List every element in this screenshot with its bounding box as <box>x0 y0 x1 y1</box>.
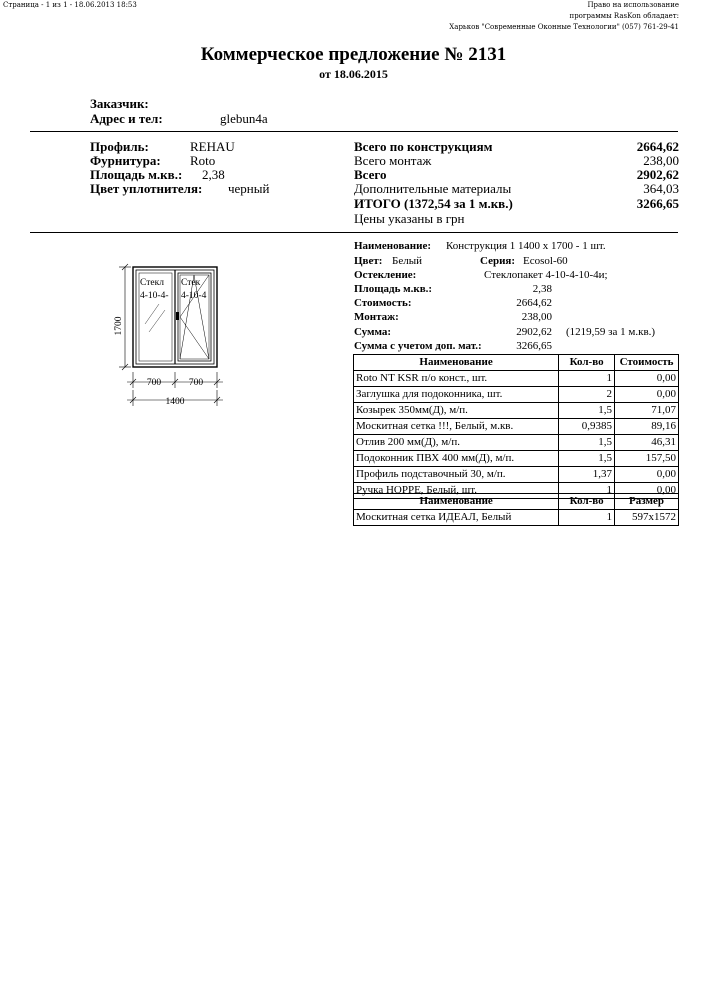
glazing-label: Остекление: <box>354 269 417 281</box>
table-row <box>354 387 679 403</box>
item-qty: 1 <box>559 510 615 526</box>
table-row <box>354 451 679 467</box>
item-name: Москитная сетка ИДЕАЛ, Белый <box>354 510 559 526</box>
series-label: Серия: <box>480 255 516 267</box>
column-header-name: Наименование <box>354 494 559 510</box>
table-row <box>354 371 679 387</box>
address-value: glebun4a <box>220 111 268 126</box>
area-value: 2,38 <box>202 167 225 182</box>
address-label: Адрес и тел: <box>90 111 163 126</box>
seal-color-value: черный <box>228 181 270 196</box>
item-name: Заглушка для подоконника, шт. <box>354 387 559 403</box>
total-width-dimension: 1400 <box>165 397 185 407</box>
divider-top <box>30 131 678 132</box>
series-value: Ecosol-60 <box>523 255 568 267</box>
sum-label: Сумма: <box>354 326 392 338</box>
sum-per-m2: (1219,59 за 1 м.кв.) <box>566 326 656 338</box>
total-value: 2902,62 <box>636 167 679 182</box>
item-name: Подоконник ПВХ 400 мм(Д), м/п. <box>354 451 559 467</box>
construction-area-label: Площадь м.кв.: <box>354 283 433 295</box>
rights-line-1: Право на использование <box>587 1 679 9</box>
item-qty: 1,5 <box>559 403 615 419</box>
color-value: Белый <box>392 255 422 267</box>
table-row <box>354 419 679 435</box>
cost-label: Стоимость: <box>354 297 412 309</box>
item-cost: 0,00 <box>615 387 679 403</box>
left-pane-label-1: Стекл <box>140 278 164 288</box>
window-drawing <box>105 254 230 409</box>
sum-with-extras-label: Сумма с учетом доп. мат.: <box>354 340 482 352</box>
left-width-dimension: 700 <box>146 378 162 388</box>
item-cost: 71,07 <box>615 403 679 419</box>
construction-name-label: Наименование: <box>354 240 431 252</box>
column-header-size: Размер <box>615 494 679 510</box>
document-date: от 18.06.2015 <box>319 67 388 81</box>
cost-value: 2664,62 <box>516 297 552 309</box>
item-name: Отлив 200 мм(Д), м/п. <box>354 435 559 451</box>
item-qty: 1,37 <box>559 467 615 483</box>
extra-materials-value: 364,03 <box>643 181 679 196</box>
right-width-dimension: 700 <box>188 378 204 388</box>
fittings-value: Roto <box>190 153 216 168</box>
extra-materials-label: Дополнительные материалы <box>354 181 512 196</box>
item-name: Профиль подставочный 30, м/п. <box>354 467 559 483</box>
profile-label: Профиль: <box>90 139 149 154</box>
currency-note: Цены указаны в грн <box>354 211 465 226</box>
column-header-qty: Кол-во <box>559 494 615 510</box>
item-qty: 1,5 <box>559 435 615 451</box>
profile-value: REHAU <box>190 139 235 154</box>
left-pane-label-2: 4-10-4- <box>140 291 169 301</box>
table-header-row <box>354 494 679 510</box>
page-info: Страница - 1 из 1 - 18.06.2013 18:53 <box>3 1 137 9</box>
constructions-total-value: 2664,62 <box>636 139 679 154</box>
additional-materials-table <box>353 354 679 499</box>
item-size: 597x1572 <box>615 510 679 526</box>
mount-label: Монтаж: <box>354 311 399 323</box>
grand-total-value: 3266,65 <box>636 196 679 211</box>
customer-label: Заказчик: <box>90 96 149 111</box>
total-label: Всего <box>354 167 387 182</box>
table-row <box>354 403 679 419</box>
document-title: Коммерческое предложение № 2131 <box>200 44 507 65</box>
rights-line-2: программы RasKon обладает: <box>569 12 679 20</box>
item-name: Москитная сетка !!!, Белый, м.кв. <box>354 419 559 435</box>
table-row <box>354 467 679 483</box>
column-header-cost: Стоимость <box>615 355 679 371</box>
table-row <box>354 510 679 526</box>
mount-value: 238,00 <box>521 311 552 323</box>
column-header-qty: Кол-во <box>559 355 615 371</box>
item-qty: 1,5 <box>559 451 615 467</box>
item-cost: 157,50 <box>615 451 679 467</box>
item-cost: 0,00 <box>615 483 679 499</box>
construction-name-value: Конструкция 1 1400 x 1700 - 1 шт. <box>446 240 606 252</box>
right-pane-label-2: 4-10-4 <box>181 291 207 301</box>
company-info: Харьков "Современные Оконные Технологии" (057) 761-29-41 <box>449 23 679 31</box>
construction-area-value: 2,38 <box>532 283 552 295</box>
constructions-total-label: Всего по конструкциям <box>354 139 493 154</box>
sum-value: 2902,62 <box>516 326 552 338</box>
glazing-value: Стеклопакет 4-10-4-10-4и; <box>484 269 608 281</box>
divider-middle <box>30 232 678 233</box>
item-qty: 2 <box>559 387 615 403</box>
item-cost: 0,00 <box>615 371 679 387</box>
sizes-table <box>353 493 679 526</box>
item-cost: 46,31 <box>615 435 679 451</box>
item-cost: 0,00 <box>615 467 679 483</box>
item-qty: 1 <box>559 483 615 499</box>
mounting-total-value: 238,00 <box>643 153 679 168</box>
height-dimension: 1700 <box>114 316 124 336</box>
fittings-label: Фурнитура: <box>90 153 161 168</box>
item-name: Ручка HOPPE, Белый, шт. <box>354 483 559 499</box>
item-name: Roto NT KSR п/о конст., шт. <box>354 371 559 387</box>
right-pane-label-1: Стек <box>181 278 201 288</box>
color-label: Цвет: <box>354 255 383 267</box>
table-row <box>354 435 679 451</box>
item-qty: 1 <box>559 371 615 387</box>
column-header-name: Наименование <box>354 355 559 371</box>
grand-total-label: ИТОГО (1372,54 за 1 м.кв.) <box>354 196 513 211</box>
item-qty: 0,9385 <box>559 419 615 435</box>
area-label: Площадь м.кв.: <box>90 167 183 182</box>
mounting-total-label: Всего монтаж <box>354 153 432 168</box>
table-header-row <box>354 355 679 371</box>
seal-color-label: Цвет уплотнителя: <box>90 181 203 196</box>
sum-with-extras-value: 3266,65 <box>516 340 552 352</box>
item-name: Козырек 350мм(Д), м/п. <box>354 403 559 419</box>
item-cost: 89,16 <box>615 419 679 435</box>
